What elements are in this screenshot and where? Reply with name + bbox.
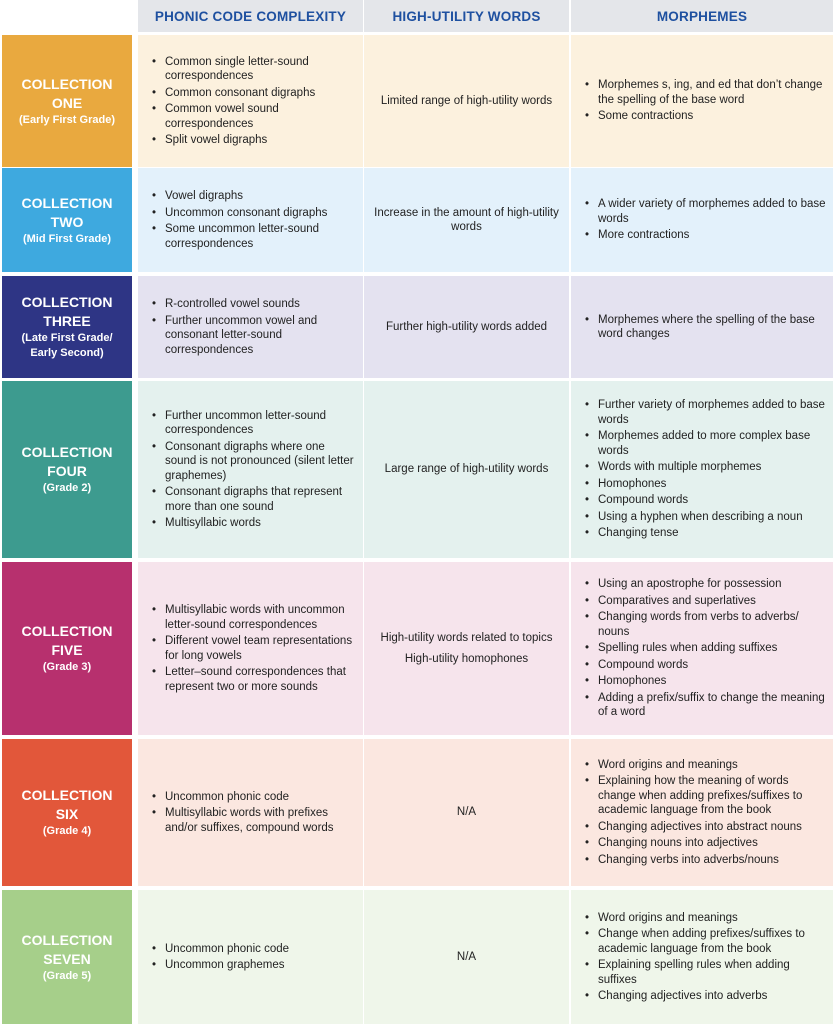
collection-grade-line: Early Second) <box>30 347 104 359</box>
list-item: • Word origins and meanings <box>581 911 827 926</box>
list-item: • Spelling rules when adding suffixes <box>581 641 827 656</box>
list-item: • Uncommon graphemes <box>148 958 355 973</box>
collection-title-line: COLLECTION <box>21 194 113 211</box>
collection-title-line: ONE <box>51 94 83 111</box>
list-item: • Uncommon phonic code <box>148 790 355 805</box>
collection-grade-line: (Grade 3) <box>42 661 92 673</box>
list-item: • Using a hyphen when describing a noun <box>581 510 827 525</box>
list-item: • Adding a prefix/suffix to change the meaning of a word <box>581 691 827 720</box>
list-item: • Changing adjectives into adverbs <box>581 989 827 1004</box>
list-item: • Changing words from verbs to adverbs/ nouns <box>581 610 827 639</box>
collection-grade-line: (Grade 2) <box>42 482 92 494</box>
collection-title-line: COLLECTION <box>21 931 113 948</box>
morphemes-cell <box>571 562 833 735</box>
high-utility-cell <box>364 890 569 1024</box>
list-item: • Explaining how the meaning of words change when adding prefixes/suffixes to academic language from the book <box>581 774 827 818</box>
list-item: • R-controlled vowel sounds <box>148 297 355 312</box>
morphemes-cell <box>571 35 833 167</box>
list-item: • Multisyllabic words <box>148 516 355 531</box>
list-item: • Morphemes s, ing, and ed that don’t change the spelling of the base word <box>581 78 827 107</box>
high-utility-text: Large range of high-utility words <box>384 463 549 476</box>
list-item: • Multisyllabic words with uncommon letter-sound correspondences <box>148 603 355 632</box>
list-item: • Changing adjectives into abstract nouns <box>581 820 827 835</box>
list-item: • Morphemes added to more complex base words <box>581 429 827 458</box>
header-high-utility-words: HIGH-UTILITY WORDS <box>364 0 569 32</box>
list-item: • Words with multiple morphemes <box>581 460 827 475</box>
collection-row <box>0 381 833 558</box>
list-item: • Split vowel digraphs <box>148 133 355 148</box>
list-item: • Changing verbs into adverbs/nouns <box>581 853 827 868</box>
list-item: • Common vowel sound correspondences <box>148 102 355 131</box>
list-item: • Consonant digraphs where one sound is not pronounced (silent letter graphemes) <box>148 440 355 484</box>
morphemes-cell <box>571 168 833 272</box>
list-item: • Some uncommon letter-sound correspondences <box>148 222 355 251</box>
list-item: • Multisyllabic words with prefixes and/or suffixes, compound words <box>148 806 355 835</box>
list-item: • Morphemes where the spelling of the base word changes <box>581 313 827 342</box>
high-utility-cell <box>364 381 569 558</box>
phonic-code-cell <box>138 562 363 735</box>
morphemes-cell <box>571 890 833 1024</box>
list-item: • Compound words <box>581 493 827 508</box>
collection-grade-line: (Mid First Grade) <box>22 232 111 245</box>
list-item: • Homophones <box>581 477 827 492</box>
collection-row <box>0 276 833 378</box>
list-item: • Explaining spelling rules when adding suffixes <box>581 958 827 987</box>
phonic-code-cell <box>138 35 363 167</box>
collection-title-line: COLLECTION <box>21 294 113 310</box>
morphemes-cell <box>571 381 833 558</box>
collection-title-line: SIX <box>55 806 79 822</box>
morphemes-cell <box>571 276 833 378</box>
collection-title-line: COLLECTION <box>21 444 113 460</box>
collection-title-line: COLLECTION <box>21 75 113 92</box>
collection-row <box>0 739 833 886</box>
high-utility-text: Limited range of high-utility words <box>380 94 553 107</box>
header-morphemes: MORPHEMES <box>571 0 833 32</box>
collection-title-line: TWO <box>50 213 84 230</box>
collection-label <box>2 276 132 378</box>
list-item: • Consonant digraphs that represent more than one sound <box>148 485 355 514</box>
high-utility-text: Increase in the amount of high-utility words <box>374 206 559 233</box>
collection-title-line: COLLECTION <box>21 787 113 803</box>
high-utility-text: N/A <box>456 950 477 963</box>
list-item: • Word origins and meanings <box>581 758 827 773</box>
collection-label <box>2 381 132 558</box>
list-item: • Common single letter-sound correspondences <box>148 55 355 84</box>
collection-title-line: FOUR <box>47 463 87 479</box>
list-item: • A wider variety of morphemes added to base words <box>581 197 827 226</box>
collection-title-line: COLLECTION <box>21 623 113 639</box>
list-item: • More contractions <box>581 228 827 243</box>
list-item: • Change when adding prefixes/suffixes to academic language from the book <box>581 927 827 956</box>
phonic-code-cell <box>138 381 363 558</box>
high-utility-text: High-utility homophones <box>404 652 529 665</box>
list-item: • Compound words <box>581 658 827 673</box>
collection-grade-line: (Late First Grade/ <box>21 332 113 344</box>
list-item: • Comparatives and superlatives <box>581 594 827 609</box>
collection-grade-line: (Grade 5) <box>42 969 92 982</box>
high-utility-text: N/A <box>456 806 477 819</box>
collection-label <box>2 739 132 886</box>
high-utility-cell <box>364 739 569 886</box>
collection-label <box>2 168 132 272</box>
high-utility-cell <box>364 562 569 735</box>
list-item: • Further uncommon letter-sound correspondences <box>148 409 355 438</box>
list-item: • Further variety of morphemes added to base words <box>581 398 827 427</box>
collection-grade-line: (Early First Grade) <box>19 113 115 126</box>
morphemes-cell <box>571 739 833 886</box>
collection-row <box>0 562 833 735</box>
phonic-code-cell <box>138 276 363 378</box>
phonic-code-cell <box>138 890 363 1024</box>
high-utility-text: Further high-utility words added <box>385 320 548 333</box>
list-item: • Further uncommon vowel and consonant letter-sound correspondences <box>148 314 355 358</box>
collection-row <box>0 890 833 1024</box>
collection-title-line: SEVEN <box>43 950 91 967</box>
phonic-code-cell <box>138 168 363 272</box>
collection-row <box>0 168 833 272</box>
phonic-code-cell <box>138 739 363 886</box>
list-item: • Changing tense <box>581 526 827 541</box>
high-utility-cell <box>364 35 569 167</box>
list-item: • Some contractions <box>581 109 827 124</box>
list-item: • Vowel digraphs <box>148 189 355 204</box>
collection-label <box>2 890 132 1024</box>
collection-row <box>0 35 833 167</box>
list-item: • Common consonant digraphs <box>148 86 355 101</box>
collection-grade-line: (Grade 4) <box>42 825 92 837</box>
collection-label <box>2 35 132 167</box>
list-item: • Letter–sound correspondences that represent two or more sounds <box>148 665 355 694</box>
list-item: • Uncommon phonic code <box>148 942 355 957</box>
high-utility-cell <box>364 276 569 378</box>
list-item: • Homophones <box>581 674 827 689</box>
list-item: • Uncommon consonant digraphs <box>148 206 355 221</box>
collection-title-line: FIVE <box>51 642 83 658</box>
high-utility-text: High-utility words related to topics <box>380 632 553 644</box>
list-item: • Using an apostrophe for possession <box>581 577 827 592</box>
high-utility-cell <box>364 168 569 272</box>
collection-title-line: THREE <box>43 313 91 329</box>
list-item: • Different vowel team representations for long vowels <box>148 634 355 663</box>
list-item: • Changing nouns into adjectives <box>581 836 827 851</box>
header-phonic-code-complexity: PHONIC CODE COMPLEXITY <box>138 0 363 32</box>
collection-label <box>2 562 132 735</box>
